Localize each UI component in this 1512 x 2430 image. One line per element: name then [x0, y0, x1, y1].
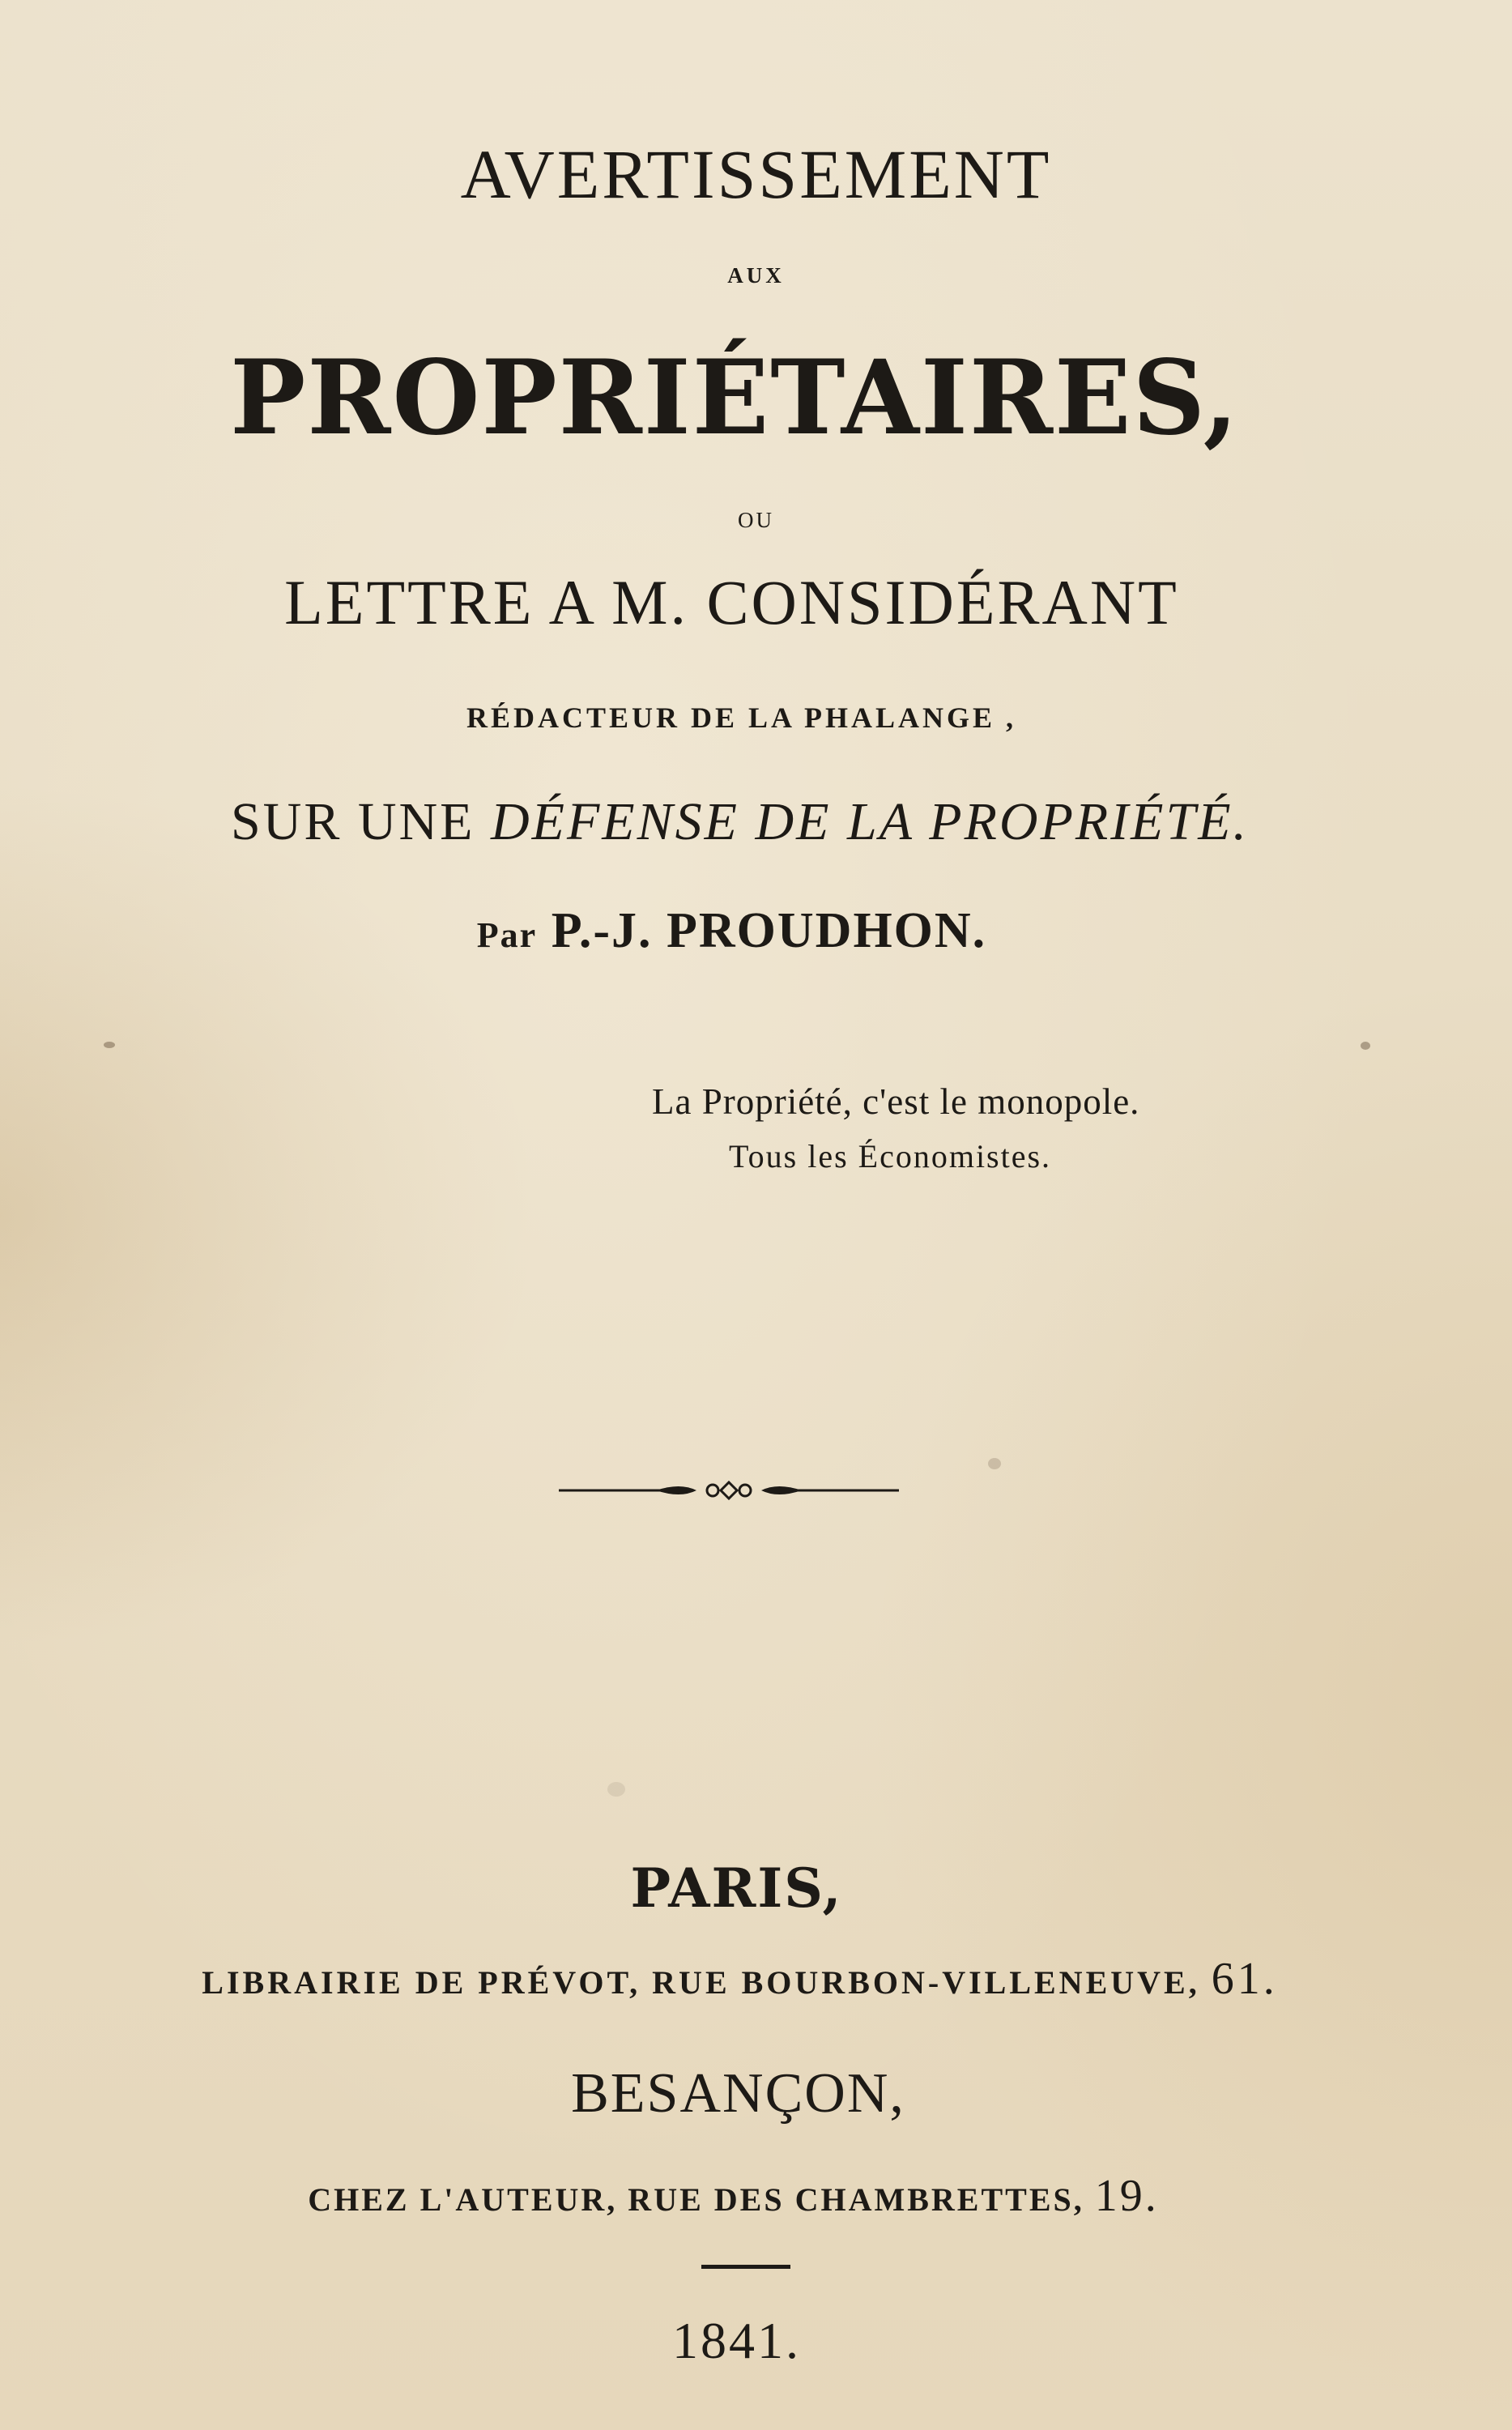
word-ou: ou: [738, 501, 774, 535]
paper-speck: [607, 1782, 625, 1797]
sur-italic-title: DÉFENSE DE LA PROPRIÉTÉ.: [491, 792, 1250, 851]
address-besancon-number: 19.: [1094, 2171, 1159, 2221]
author-name: P.-J. PROUDHON.: [551, 903, 987, 958]
address-paris-text: LIBRAIRIE DE PRÉVOT, RUE BOURBON-VILLENEUVE,: [202, 1964, 1200, 2001]
epigraph-quote: La Propriété, c'est le monopole.: [652, 1081, 1140, 1122]
imprint-year: 1841.: [672, 2312, 801, 2369]
heading-avertissement: AVERTISSEMENT: [460, 135, 1052, 213]
subtitle-lettre: LETTRE A M. CONSIDÉRANT: [284, 567, 1179, 637]
address-besancon-text: CHEZ L'AUTEUR, RUE DES CHAMBRETTES,: [308, 2181, 1084, 2218]
paper-speck: [1361, 1042, 1370, 1050]
epigraph-attribution: Tous les Économistes.: [729, 1138, 1052, 1174]
main-title: PROPRIÉTAIRES,: [230, 338, 1240, 458]
address-paris-number: 61.: [1211, 1954, 1278, 2004]
imprint-city-besancon: BESANÇON,: [571, 2062, 905, 2125]
ornament-divider: [559, 1466, 899, 1515]
paper-speck: [988, 1458, 1001, 1469]
sur-line: [0, 792, 1496, 851]
imprint-address-besancon: [0, 2173, 1489, 2219]
short-rule: [701, 2265, 790, 2269]
author-line: [0, 903, 1488, 958]
imprint-address-paris: [0, 1956, 1496, 2002]
imprint-city-paris: PARIS,: [630, 1857, 843, 1920]
sur-prefix: SUR UNE: [230, 792, 492, 851]
paper-speck: [104, 1042, 115, 1048]
par-prefix: Par: [476, 915, 538, 955]
redacteur-line: RÉDACTEUR DE LA PHALANGE ,: [466, 701, 1017, 734]
word-aux: aux: [727, 256, 785, 290]
